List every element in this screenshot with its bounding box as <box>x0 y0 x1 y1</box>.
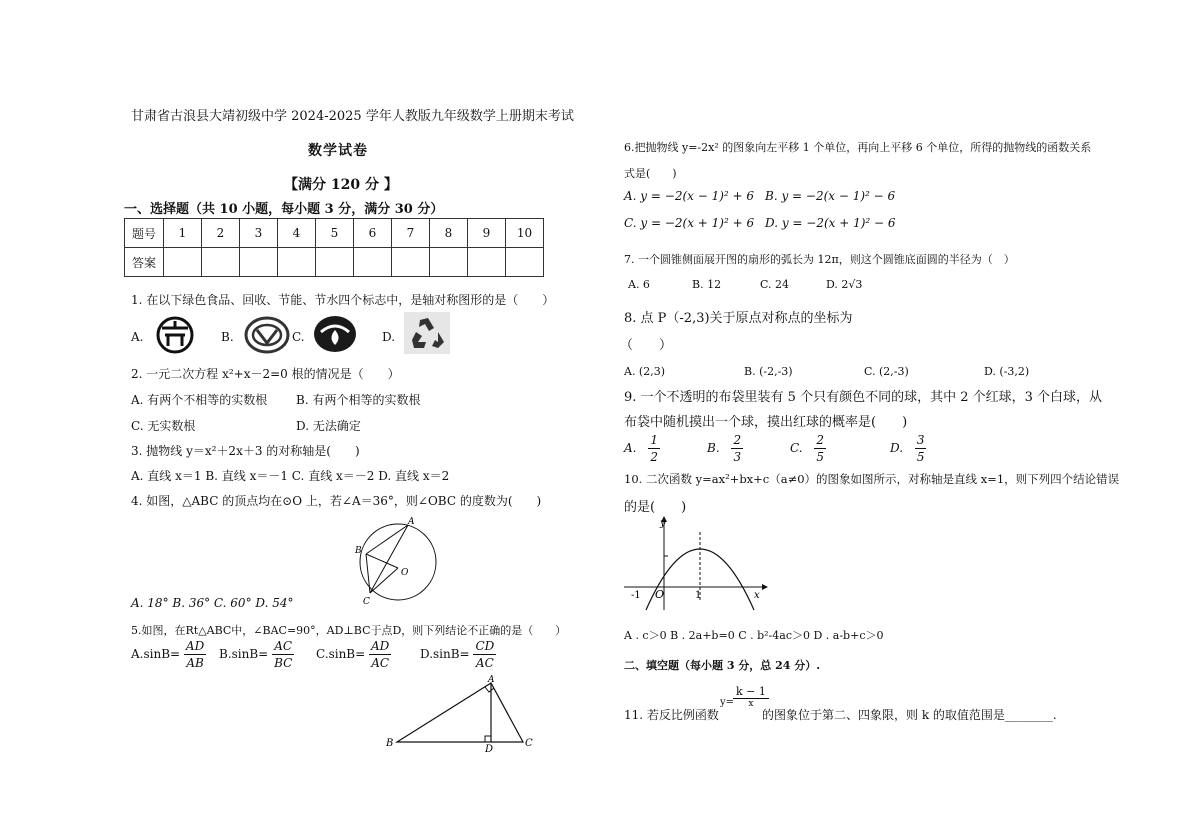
table-row <box>125 248 544 277</box>
q10-options: A . c＞0 B . 2a+b=0 C . b²-4ac＞0 D . a-b+c＞0 <box>624 629 884 642</box>
q10-stem: 10. 二次函数 y=ax²+bx+c（a≠0）的图象如图所示，对称轴是直线 x=1，则下列四个结论错误 <box>624 472 1120 486</box>
point-c-label: C <box>525 738 533 749</box>
point-a-label: A <box>488 675 495 685</box>
q5-triangle-figure <box>384 674 544 754</box>
q10-parabola-figure <box>622 512 772 612</box>
numerator: k − 1 <box>733 685 769 699</box>
answer-cell[interactable] <box>164 248 202 277</box>
fraction <box>272 638 294 671</box>
denominator: 2 <box>650 450 658 464</box>
recycle-logo-icon <box>244 316 290 354</box>
q6-option-d: D. y = −2(x + 1)² − 6 <box>765 216 896 230</box>
q2-option-c: C. 无实数根 <box>131 419 196 433</box>
q9-d-label: D. <box>890 441 904 455</box>
q6-stem-cont: 式是( ) <box>624 167 677 180</box>
q5-option-d <box>420 638 496 671</box>
q9-stem-cont: 布袋中随机摸出一个球，摸出红球的概率是( ) <box>624 415 908 430</box>
table-cell: 答案 <box>125 248 164 277</box>
q9-option-d <box>890 432 926 465</box>
numerator: AD <box>185 639 205 653</box>
table-cell: 题号 <box>125 219 164 248</box>
numerator: CD <box>475 639 495 653</box>
q9-c-label: C. <box>790 441 803 455</box>
answer-table <box>124 218 544 277</box>
q6-option-b: B. y = −2(x − 1)² − 6 <box>765 189 896 203</box>
q5-option-b <box>219 638 294 671</box>
q9-a-label: A. <box>624 441 637 455</box>
numerator: 3 <box>916 433 925 447</box>
green-food-logo-icon <box>153 315 197 355</box>
table-cell: 4 <box>278 219 316 248</box>
q8-paren: （ ） <box>620 338 673 353</box>
table-cell: 1 <box>164 219 202 248</box>
q7-option-d: D. 2√3 <box>826 278 863 291</box>
q7-option-c: C. 24 <box>760 278 790 291</box>
q5-option-c <box>316 638 391 671</box>
fraction <box>814 432 826 465</box>
denominator: 5 <box>816 450 825 464</box>
fraction <box>648 432 660 465</box>
exam-subtitle: 数学试卷 <box>308 143 368 159</box>
q4-circle-figure <box>348 512 448 608</box>
q1-option-d-label: D. <box>382 330 396 344</box>
point-b-label: B <box>355 546 362 556</box>
tick-label: 1 <box>695 590 702 601</box>
q3-stem: 3. 抛物线 y＝x²＋2x＋3 的对称轴是( ) <box>131 444 360 458</box>
denominator: AC <box>371 656 390 670</box>
numerator: AD <box>371 639 390 653</box>
q9-stem: 9. 一个不透明的布袋里装有 5 个只有颜色不同的球，其中 2 个红球，3 个白球，从 <box>624 390 1103 405</box>
q5-option-a <box>131 638 206 671</box>
point-o-label: O <box>401 568 409 578</box>
fraction <box>369 638 391 671</box>
q5-stem: 5.如图，在Rt△ABC中，∠BAC=90°，AD⊥BC于点D，则下列结论不正确的是（ ） <box>131 624 567 637</box>
q4-stem: 4. 如图，△ABC 的顶点均在⊙O 上，若∠A＝36°，则∠OBC 的度数为( ) <box>131 494 542 508</box>
q9-option-a <box>624 432 660 465</box>
q1-option-c-label: C. <box>292 330 305 344</box>
table-cell: 5 <box>316 219 354 248</box>
numerator: AC <box>272 638 294 655</box>
answer-cell[interactable] <box>392 248 430 277</box>
table-row <box>125 219 544 248</box>
fraction <box>473 638 496 671</box>
q9-option-b <box>707 432 743 465</box>
table-cell: 2 <box>202 219 240 248</box>
denominator: AC <box>475 656 494 670</box>
denominator: x <box>748 699 754 709</box>
section2-heading: 二、填空题（每小题 3 分，总 24 分）. <box>624 659 821 672</box>
q1-option-a-label: A. <box>131 330 144 344</box>
q7-stem: 7. 一个圆锥侧面展开图的扇形的弧长为 12π，则这个圆锥底面圆的半径为（ ） <box>624 253 1015 266</box>
q8-option-b: B. (-2,-3) <box>744 365 793 378</box>
q1-stem: 1. 在以下绿色食品、回收、节能、节水四个标志中，是轴对称图形的是（ ） <box>131 293 555 307</box>
q7-option-b: B. 12 <box>692 278 722 291</box>
q5-a-prefix: A.sinB= <box>131 647 181 661</box>
table-cell: 8 <box>430 219 468 248</box>
q11-y-equals: y= <box>720 697 735 708</box>
table-cell: 7 <box>392 219 430 248</box>
q4-options: A. 18° B. 36° C. 60° D. 54° <box>131 596 294 610</box>
fraction <box>184 638 206 671</box>
answer-cell[interactable] <box>354 248 392 277</box>
x-axis-label: x <box>754 590 760 601</box>
q3-options: A. 直线 x＝1 B. 直线 x＝－1 C. 直线 x＝－2 D. 直线 x＝2 <box>131 469 450 483</box>
point-a-label: A <box>408 517 415 527</box>
q5-d-prefix: D.sinB= <box>420 647 470 661</box>
q2-option-d: D. 无法确定 <box>296 419 361 433</box>
answer-cell[interactable] <box>316 248 354 277</box>
point-b-label: B <box>386 738 394 749</box>
denominator: 3 <box>733 450 742 464</box>
table-cell: 6 <box>354 219 392 248</box>
q1-option-b-label: B. <box>221 330 234 344</box>
answer-cell[interactable] <box>202 248 240 277</box>
answer-cell[interactable] <box>430 248 468 277</box>
q8-option-d: D. (-3,2) <box>984 365 1030 378</box>
table-cell: 10 <box>506 219 544 248</box>
q2-option-b: B. 有两个相等的实数根 <box>296 393 421 407</box>
q9-option-c <box>790 432 826 465</box>
q8-stem: 8. 点 P（-2,3)关于原点对称点的坐标为 <box>624 311 853 326</box>
q8-option-c: C. (2,-3) <box>864 365 909 378</box>
q9-b-label: B. <box>707 441 720 455</box>
q6-option-c: C. y = −2(x + 1)² + 6 <box>624 216 755 230</box>
numerator: 1 <box>650 433 658 447</box>
q5-c-prefix: C.sinB= <box>316 647 366 661</box>
full-score: 【满分 120 分 】 <box>284 177 398 193</box>
section1-heading: 一、选择题（共 10 小题，每小题 3 分，满分 30 分） <box>124 202 444 217</box>
denominator: 5 <box>916 450 925 464</box>
q10-stem-cont: 的是( ) <box>624 500 687 515</box>
fraction <box>915 432 927 465</box>
answer-cell[interactable] <box>506 248 544 277</box>
table-cell: 3 <box>240 219 278 248</box>
q6-stem: 6.把抛物线 y=-2x² 的图象向左平移 1 个单位，再向上平移 6 个单位，所得的抛物线的函数关系 <box>624 141 1092 154</box>
fraction <box>731 432 743 465</box>
numerator: 2 <box>733 433 742 447</box>
answer-cell[interactable] <box>278 248 316 277</box>
water-saving-logo-icon <box>404 312 450 354</box>
q7-option-a: A. 6 <box>628 278 650 291</box>
answer-cell[interactable] <box>468 248 506 277</box>
numerator: 2 <box>816 433 825 447</box>
q6-option-a: A. y = −2(x − 1)² + 6 <box>624 189 755 203</box>
q2-option-a: A. 有两个不相等的实数根 <box>131 393 268 407</box>
energy-saving-logo-icon <box>312 314 358 354</box>
table-cell: 9 <box>468 219 506 248</box>
exam-title: 甘肃省古浪县大靖初级中学 2024-2025 学年人教版九年级数学上册期末考试 <box>131 109 574 124</box>
q5-b-prefix: B.sinB= <box>219 647 269 661</box>
denominator: BC <box>274 656 293 670</box>
tick-label: -1 <box>631 590 641 601</box>
denominator: AB <box>186 656 204 670</box>
q11-suffix: 的图象位于第二、四象限，则 k 的取值范围是________. <box>762 708 1057 722</box>
q2-stem: 2. 一元二次方程 x²+x－2=0 根的情况是（ ） <box>131 367 400 381</box>
origin-label: O <box>655 588 665 601</box>
q8-option-a: A. (2,3) <box>624 365 666 378</box>
answer-cell[interactable] <box>240 248 278 277</box>
point-d-label: D <box>485 744 494 754</box>
y-axis-label: y <box>660 518 666 529</box>
point-c-label: C <box>363 597 370 607</box>
q11-prefix: 11. 若反比例函数 <box>624 708 719 722</box>
